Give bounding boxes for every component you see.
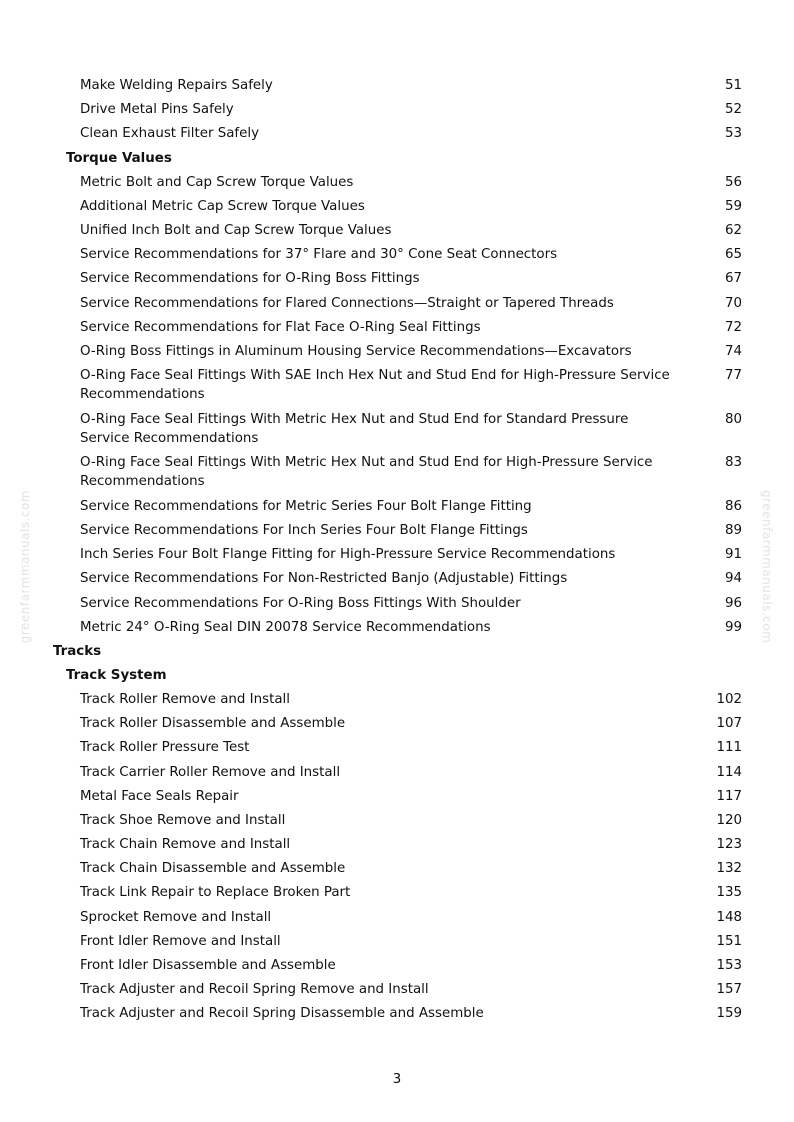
toc-entry[interactable] — [0, 763, 794, 782]
toc-entry[interactable] — [0, 318, 794, 337]
toc-entry-title: Drive Metal Pins Safely — [80, 102, 234, 118]
toc-entry-title: Service Recommendations For O-Ring Boss Fittings With Shoulder — [80, 595, 521, 611]
toc-entry-page-number: 107 — [716, 716, 742, 732]
toc-entry-title: Sprocket Remove and Install — [80, 909, 272, 925]
toc-subsection-heading[interactable] — [0, 666, 794, 685]
toc-entry-title: Service Recommendations for 37° Flare and 30° Cone Seat Connectors — [80, 247, 558, 263]
toc-entry-title: Inch Series Four Bolt Flange Fitting for High-Pressure Service Recommendations — [80, 547, 616, 563]
toc-entry[interactable] — [0, 76, 794, 95]
toc-entry-page-number: 153 — [716, 958, 742, 974]
toc-entry-title: Track Roller Remove and Install — [80, 691, 290, 707]
toc-entry-page-number: 102 — [716, 691, 742, 707]
toc-entry-page-number: 86 — [724, 498, 742, 514]
toc-entry-title: Service Recommendations for Flat Face O-Ring Seal Fittings — [80, 319, 481, 335]
toc-entry-page-number: 74 — [724, 343, 742, 359]
toc-entry-title: Front Idler Disassemble and Assemble — [80, 958, 336, 974]
toc-entry[interactable] — [0, 453, 794, 491]
toc-entry[interactable] — [0, 811, 794, 830]
toc-entry-page-number: 52 — [724, 102, 742, 118]
toc-entry[interactable] — [0, 908, 794, 927]
watermark-right: greenfarmmanuals.com — [760, 490, 774, 644]
toc-entry-title: Metric Bolt and Cap Screw Torque Values — [80, 174, 354, 190]
toc-entry-page-number: 114 — [716, 764, 742, 780]
toc-entry-page-number: 80 — [724, 411, 742, 427]
toc-entry[interactable] — [0, 618, 794, 637]
toc-entry-title: Track Carrier Roller Remove and Install — [80, 764, 341, 780]
toc-entry[interactable] — [0, 569, 794, 588]
toc-entry-title: Track Adjuster and Recoil Spring Remove and Install — [80, 982, 429, 998]
toc-entry[interactable] — [0, 594, 794, 613]
toc-entry-title: O-Ring Face Seal Fittings With Metric Hex Nut and Stud End for Standard Pressure Service Recommendations — [80, 411, 629, 446]
toc-entry-page-number: 96 — [724, 595, 742, 611]
toc-entry-title: Service Recommendations for Metric Series Four Bolt Flange Fitting — [80, 498, 532, 514]
toc-entry-page-number: 53 — [724, 126, 742, 142]
toc-entry-page-number: 51 — [724, 78, 742, 93]
toc-entry[interactable] — [0, 410, 794, 448]
toc-entry-page-number: 59 — [724, 198, 742, 214]
toc-entry[interactable] — [0, 124, 794, 143]
toc-entry-page-number: 123 — [716, 837, 742, 853]
toc-entry[interactable] — [0, 173, 794, 192]
toc-entry-page-number: 99 — [724, 619, 742, 635]
toc-entry-title: Service Recommendations For Inch Series Four Bolt Flange Fittings — [80, 523, 528, 539]
toc-entry[interactable] — [0, 714, 794, 733]
toc-entry-title: Track Chain Remove and Install — [80, 837, 291, 853]
toc-entry-title: O-Ring Boss Fittings in Aluminum Housing Service Recommendations—Excavators — [80, 343, 632, 359]
toc-entry-title: Torque Values — [66, 150, 172, 166]
toc-entry-title: O-Ring Face Seal Fittings With SAE Inch Hex Nut and Stud End for High-Pressure Service Recommendations — [80, 368, 670, 403]
toc-entry-title: O-Ring Face Seal Fittings With Metric Hex Nut and Stud End for High-Pressure Service Recommendations — [80, 455, 653, 490]
toc-entry[interactable] — [0, 980, 794, 999]
toc-entry-title: Track Link Repair to Replace Broken Part — [80, 885, 351, 901]
toc-entry-title: Track System — [66, 667, 167, 683]
toc-entry-title: Metric 24° O-Ring Seal DIN 20078 Service Recommendations — [80, 619, 491, 635]
toc-entry-title: Service Recommendations For Non-Restricted Banjo (Adjustable) Fittings — [80, 571, 568, 587]
toc-entry-title: Service Recommendations for Flared Connections—Straight or Tapered Threads — [80, 295, 614, 311]
toc-entry-page-number: 117 — [716, 788, 742, 804]
toc-entry-page-number: 89 — [724, 523, 742, 539]
toc-entry-page-number: 94 — [724, 571, 742, 587]
toc-entry-title: Track Roller Pressure Test — [80, 740, 250, 756]
toc-entry[interactable] — [0, 956, 794, 975]
page-number: 3 — [392, 1072, 402, 1087]
toc-entry-title: Front Idler Remove and Install — [80, 933, 281, 949]
toc-entry[interactable] — [0, 269, 794, 288]
toc-entry[interactable] — [0, 100, 794, 119]
toc-entry[interactable] — [0, 738, 794, 757]
toc-entry[interactable] — [0, 497, 794, 516]
toc-entry-title: Track Shoe Remove and Install — [80, 812, 286, 828]
toc-entry-page-number: 157 — [716, 982, 742, 998]
toc-entry[interactable] — [0, 835, 794, 854]
toc-subsection-heading[interactable] — [0, 149, 794, 168]
toc-entry-title: Track Adjuster and Recoil Spring Disassemble and Assemble — [80, 1006, 484, 1022]
toc-entry-title: Tracks — [53, 643, 102, 659]
toc-entry-page-number: 148 — [716, 909, 742, 925]
toc-entry-title: Make Welding Repairs Safely — [80, 78, 273, 93]
toc-entry-page-number: 67 — [724, 271, 742, 287]
toc-entry-page-number: 111 — [716, 740, 742, 756]
toc-entry[interactable] — [0, 787, 794, 806]
toc-entry-title: Clean Exhaust Filter Safely — [80, 126, 260, 142]
toc-entry-title: Additional Metric Cap Screw Torque Values — [80, 198, 365, 214]
toc-entry-page-number: 65 — [724, 247, 742, 263]
toc-entry-page-number: 70 — [724, 295, 742, 311]
toc-entry-title: Service Recommendations for O-Ring Boss Fittings — [80, 271, 420, 287]
toc-entry[interactable] — [0, 690, 794, 709]
toc-entry[interactable] — [0, 521, 794, 540]
toc-entry[interactable] — [0, 197, 794, 216]
toc-entry-page-number: 56 — [724, 174, 742, 190]
toc-entry[interactable] — [0, 883, 794, 902]
toc-entry-page-number: 135 — [716, 885, 742, 901]
table-of-contents — [0, 76, 794, 1029]
toc-entry-page-number: 83 — [724, 455, 742, 471]
toc-entry-title: Unified Inch Bolt and Cap Screw Torque Values — [80, 222, 392, 238]
toc-entry[interactable] — [0, 294, 794, 313]
watermark-left: greenfarmmanuals.com — [18, 490, 32, 644]
toc-entry-page-number: 120 — [716, 812, 742, 828]
toc-entry[interactable] — [0, 221, 794, 240]
toc-entry-page-number: 159 — [716, 1006, 742, 1022]
toc-entry-title: Track Chain Disassemble and Assemble — [80, 861, 346, 877]
toc-entry[interactable] — [0, 342, 794, 361]
toc-entry[interactable] — [0, 1004, 794, 1023]
toc-entry-page-number: 151 — [716, 933, 742, 949]
toc-entry-title: Metal Face Seals Repair — [80, 788, 239, 804]
toc-entry[interactable] — [0, 245, 794, 264]
toc-entry-page-number: 62 — [724, 222, 742, 238]
toc-entry-page-number: 72 — [724, 319, 742, 335]
toc-entry[interactable] — [0, 859, 794, 878]
toc-entry-page-number: 132 — [716, 861, 742, 877]
toc-entry-page-number: 91 — [724, 547, 742, 563]
toc-section-heading[interactable] — [0, 642, 794, 661]
toc-entry[interactable] — [0, 545, 794, 564]
toc-entry[interactable] — [0, 366, 794, 404]
toc-entry-title: Track Roller Disassemble and Assemble — [80, 716, 346, 732]
toc-entry[interactable] — [0, 932, 794, 951]
toc-entry-page-number: 77 — [724, 368, 742, 384]
